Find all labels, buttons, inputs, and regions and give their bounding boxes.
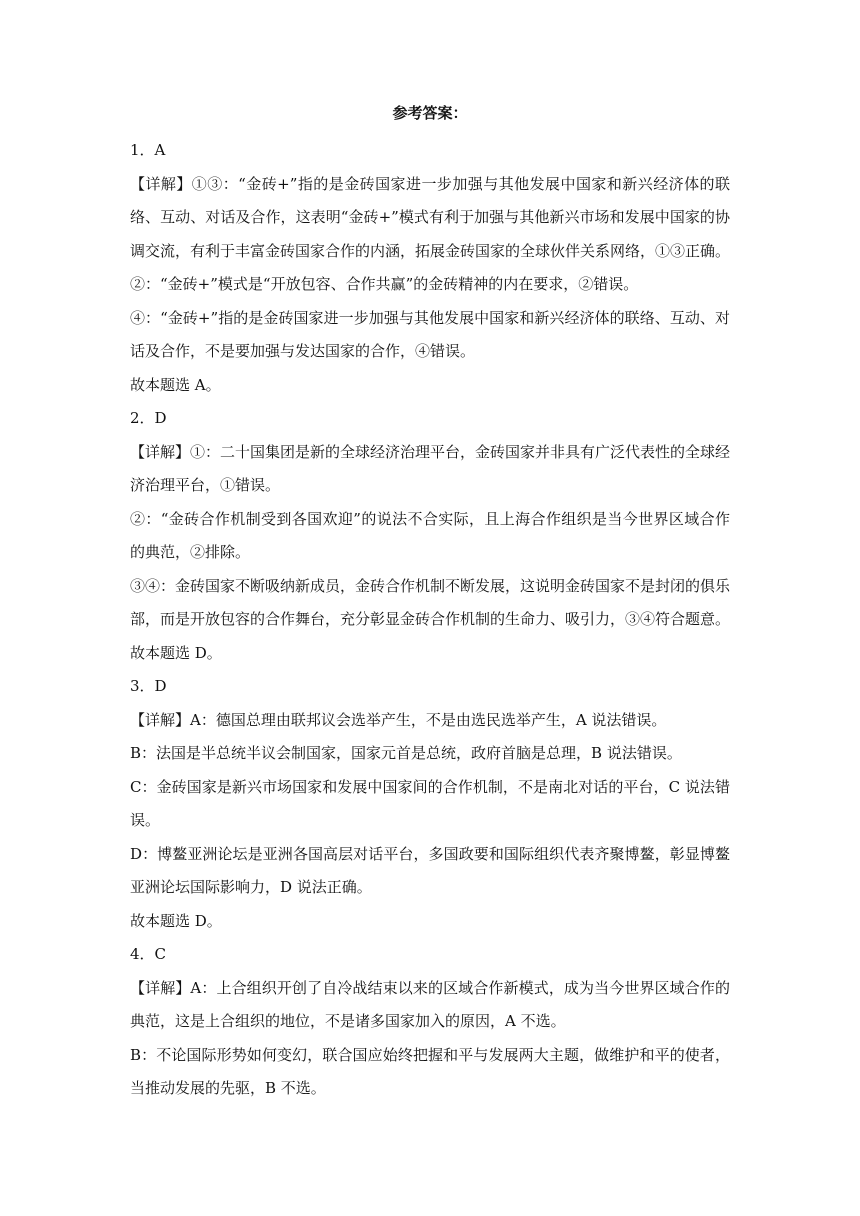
question-number: 2．D bbox=[130, 409, 167, 427]
question-number: 3．D bbox=[130, 677, 167, 695]
conclusion-paragraph: 故本题选 D。 bbox=[130, 643, 222, 662]
explanation-paragraph: D：博鳌亚洲论坛是亚洲各国高层对话平台，多国政要和国际组织代表齐聚博鳌，彰显博鳌亚洲论坛国际影响力，D 说法正确。 bbox=[130, 844, 730, 896]
explanation-paragraph: B：法国是半总统半议会制国家，国家元首是总统，政府首脑是总理，B 说法错误。 bbox=[130, 744, 682, 762]
explanation-paragraph: 【详解】①③：“金砖+”指的是金砖国家进一步加强与其他发展中国家和新兴经济体的联络、互动、对话及合作，这表明“金砖+”模式有利于加强与其他新兴市场和发展中国家的协调交流，有利于丰富金砖国家合作的内涵，拓展金砖国家的全球伙伴关系网络，①③正确。 bbox=[130, 174, 731, 260]
page-title: 参考答案： bbox=[392, 104, 468, 122]
conclusion-paragraph: 故本题选 A。 bbox=[130, 375, 221, 394]
explanation-paragraph: 【详解】A：德国总理由联邦议会选举产生，不是由选民选举产生，A 说法错误。 bbox=[130, 710, 667, 729]
explanation-paragraph: ②：“金砖+”模式是“开放包容、合作共赢”的金砖精神的内在要求，②错误。 bbox=[130, 275, 639, 293]
explanation-paragraph: B：不论国际形势如何变幻，联合国应始终把握和平与发展两大主题，做维护和平的使者，当推动发展的先驱，B 不选。 bbox=[130, 1045, 730, 1097]
explanation-paragraph: ②：“金砖合作机制受到各国欢迎”的说法不合实际，且上海合作组织是当今世界区域合作的典范，②排除。 bbox=[130, 509, 730, 561]
explanation-paragraph: ③④：金砖国家不断吸纳新成员，金砖合作机制不断发展，这说明金砖国家不是封闭的俱乐部，而是开放包容的合作舞台，充分彰显金砖合作机制的生命力、吸引力，③④符合题意。 bbox=[130, 576, 731, 628]
question-number: 4．C bbox=[130, 945, 167, 963]
answer-content bbox=[130, 134, 730, 1106]
question-number: 1．A bbox=[130, 141, 166, 159]
explanation-paragraph: 【详解】A：上合组织开创了自冷战结束以来的区域合作新模式，成为当今世界区域合作的典范，这是上合组织的地位，不是诸多国家加入的原因，A 不选。 bbox=[130, 978, 730, 1030]
conclusion-paragraph: 故本题选 D。 bbox=[130, 911, 222, 930]
explanation-paragraph: 【详解】①：二十国集团是新的全球经济治理平台，金砖国家并非具有广泛代表性的全球经济治理平台，①错误。 bbox=[130, 442, 731, 494]
explanation-paragraph: C：金砖国家是新兴市场国家和发展中国家间的合作机制，不是南北对话的平台，C 说法错误。 bbox=[130, 777, 730, 829]
explanation-paragraph: ④：“金砖+”指的是金砖国家进一步加强与其他发展中国家和新兴经济体的联络、互动、对话及合作，不是要加强与发达国家的合作，④错误。 bbox=[130, 308, 730, 360]
